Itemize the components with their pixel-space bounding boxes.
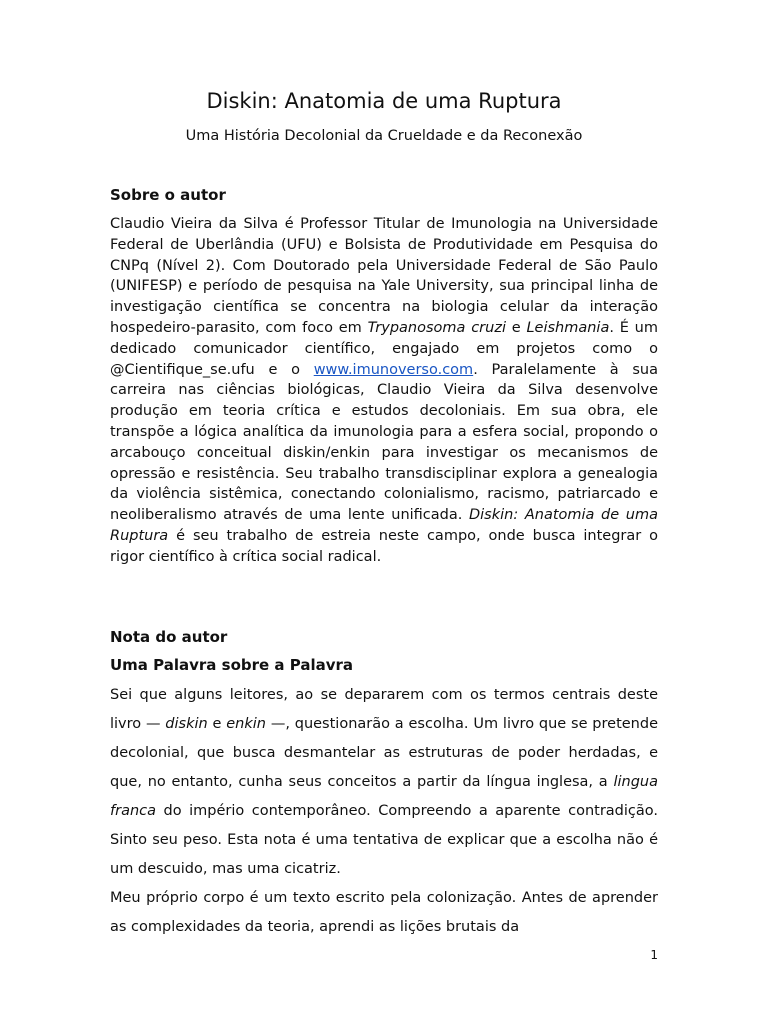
document-subtitle: Uma História Decolonial da Crueldade e da Reconexão bbox=[185, 128, 583, 144]
note-italic-diskin: diskin bbox=[165, 716, 208, 732]
bio-italic-trypanosoma: Trypanosoma cruzi bbox=[367, 319, 506, 336]
author-bio bbox=[110, 214, 658, 568]
note-text-4: do império contemporâneo. Compreendo a aparente contradição. Sinto seu peso. Esta nota é uma tentativa de explicar que a escolha não é um descuido, mas uma cicatriz. bbox=[110, 803, 658, 877]
author-note-paragraph-1 bbox=[110, 681, 658, 884]
imunoverso-link[interactable]: www.imunoverso.com bbox=[313, 361, 474, 378]
note-text-1: Sei que alguns leitores, ao se depararem com os termos centrais deste livro — bbox=[110, 687, 658, 732]
note-italic-lingua-franca: lingua franca bbox=[110, 774, 658, 819]
about-author-heading: Sobre o autor bbox=[110, 186, 226, 204]
document-title: Diskin: Anatomia de uma Ruptura bbox=[206, 89, 562, 113]
bio-text-1: Claudio Vieira da Silva é Professor Titular de Imunologia na Universidade Federal de Uberlândia (UFU) e Bolsista de Produtividade em Pesquisa do CNPq (Nível 2). Com Doutorado pela Universidade Federal de São Paulo (UNIFESP) e período de pesquisa na Yale University, sua principal linha de investigação científica se concentra na biologia celular da interação hospedeiro-parasito, com foco em bbox=[110, 216, 658, 336]
author-note-subheading: Uma Palavra sobre a Palavra bbox=[110, 656, 354, 674]
page-number: 1 bbox=[650, 948, 658, 962]
bio-italic-book-title: Diskin: Anatomia de uma Ruptura bbox=[110, 507, 658, 544]
bio-text-2: e bbox=[505, 319, 527, 336]
note-text-3: —, questionarão a escolha. Um livro que se pretende decolonial, que busca desmantelar as estruturas de poder herdadas, e que, no entanto, cunha seus conceitos a partir da língua inglesa, a bbox=[110, 716, 658, 790]
bio-text-5: é seu trabalho de estreia neste campo, onde busca integrar o rigor científico à crítica social radical. bbox=[110, 527, 658, 565]
note-text-2: e bbox=[207, 716, 227, 732]
author-note-paragraph-2: Meu próprio corpo é um texto escrito pela colonização. Antes de aprender as complexidades da teoria, aprendi as lições brutais da bbox=[110, 890, 658, 935]
bio-italic-leishmania: Leishmania bbox=[526, 319, 610, 336]
bio-text-3: . É um dedicado comunicador científico, engajado em projetos como o @Cientifique_se.ufu e o bbox=[110, 319, 658, 378]
note-italic-enkin: enkin bbox=[226, 716, 266, 732]
bio-text-4: . Paralelamente à sua carreira nas ciências biológicas, Claudio Vieira da Silva desenvolve produção em teoria crítica e estudos decoloniais. Em sua obra, ele transpõe a lógica analítica da imunologia para a esfera social, propondo o arcabouço conceitual diskin/enkin para investigar os mecanismos de opressão e resistência. Seu trabalho transdisciplinar explora a genealogia da violência sistêmica, conectando colonialismo, racismo, patriarcado e neoliberalismo através de uma lente unificada. bbox=[110, 361, 658, 524]
author-note-heading: Nota do autor bbox=[110, 628, 228, 646]
